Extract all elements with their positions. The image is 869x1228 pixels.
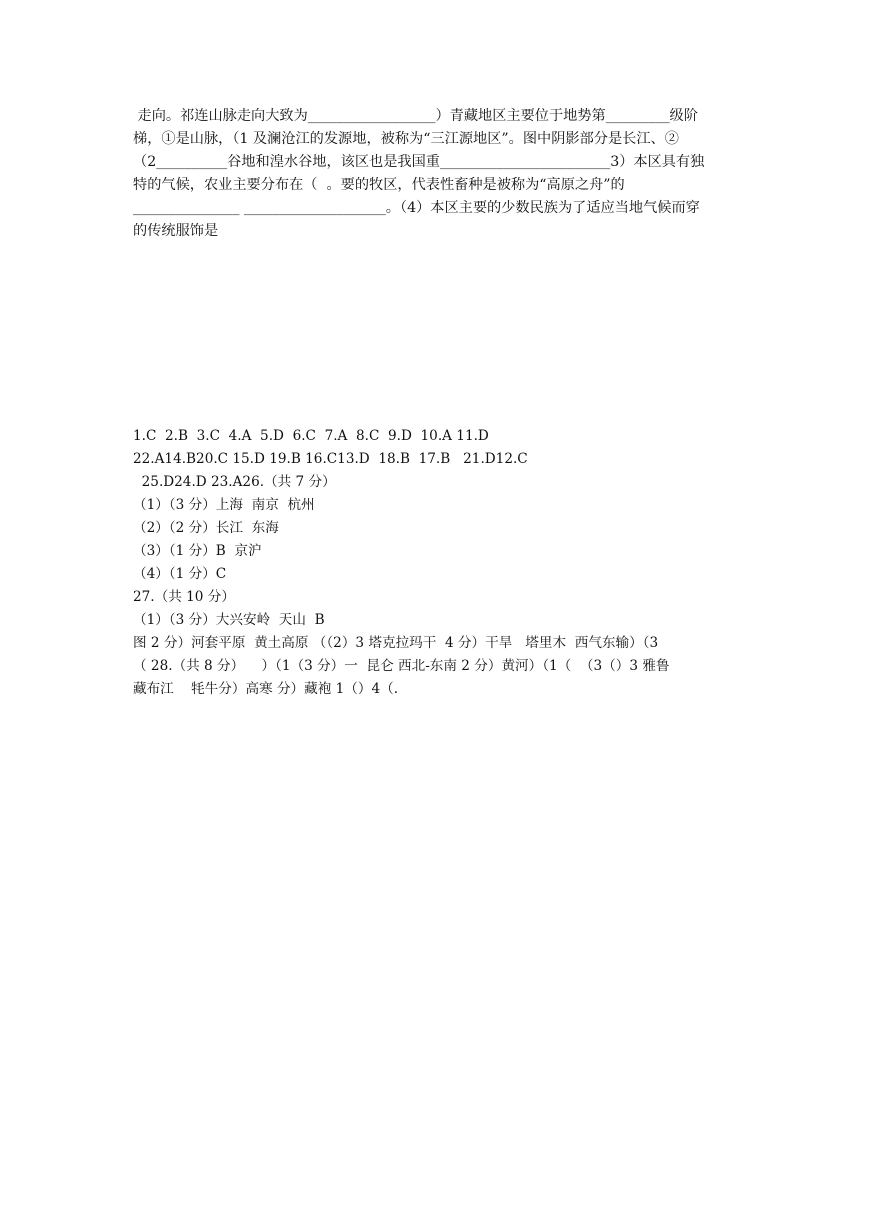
- text-line: _______________ ____________________。（4）本区主要的少数民族为了适应当地气候而穿: [133, 200, 700, 216]
- answer-line: （2）（2 分）长江 东海: [133, 520, 279, 536]
- text-line: 梯，①是山脉，（1 及澜沧江的发源地，被称为“三江源地区”。图中阴影部分是长江、②: [133, 131, 679, 147]
- text-line: （2__________谷地和湟水谷地，该区也是我国重________________________3）本区具有独: [133, 154, 705, 170]
- answer-line: （4）（1 分）C: [133, 566, 227, 582]
- answer-line: （ 28.（共 8 分） ）（1（3 分）一 昆仑 西北-东南 2 分）黄河）（1（ （3（）3 雅鲁: [133, 658, 670, 674]
- text-line: 的传统服饰是: [133, 223, 219, 239]
- answer-line: 27.（共 10 分）: [133, 589, 235, 605]
- answer-line: （1）（3 分）上海 南京 杭州: [133, 497, 315, 513]
- text-line: 特的气候，农业主要分布在（ 。要的牧区，代表性畜种是被称为“高原之舟”的: [133, 177, 625, 193]
- answer-line: 1.C 2.B 3.C 4.A 5.D 6.C 7.A 8.C 9.D 10.A 11.D: [133, 428, 489, 444]
- answer-line: 25.D24.D 23.A26.（共 7 分）: [133, 474, 336, 490]
- text-line: 走向。祁连山脉走向大致为__________________）青藏地区主要位于地势第_________级阶: [133, 108, 698, 124]
- answer-line: 22.A14.B20.C 15.D 19.B 16.C13.D 18.B 17.B 21.D12.C: [133, 451, 528, 467]
- answer-line: 藏布江 牦牛分）高寒 分）藏袍 1（）4（.: [133, 681, 399, 697]
- answer-line: （3）（1 分）B 京沪: [133, 543, 262, 559]
- answer-line: （1）（3 分）大兴安岭 天山 B: [133, 612, 325, 628]
- answer-line: 图 2 分）河套平原 黄土高原 （（2）3 塔克拉玛干 4 分）干旱 塔里木 西气东输）（3: [133, 635, 659, 651]
